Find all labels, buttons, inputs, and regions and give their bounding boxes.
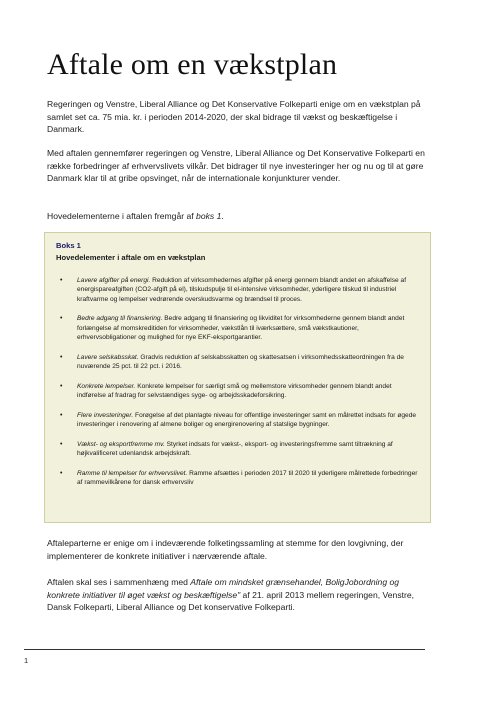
paragraph-text: af 21. april 2013 mellem regeringen, Venstre, Dansk Folkeparti, Liberal Alliance og Det konservative Folkeparti. (47, 589, 415, 613)
paragraph-text: . (221, 211, 224, 221)
list-item (56, 276, 418, 304)
box-reference: boks 1 (196, 211, 222, 221)
bullet-icon: • (60, 277, 63, 284)
item-lead: Ramme til lempelser for erhvervslivet. (77, 469, 188, 477)
item-lead: Lavere afgifter på energi. (77, 277, 151, 284)
info-box (44, 232, 431, 523)
footer-divider (24, 649, 425, 650)
item-text: Bedre adgang til finansiering og likviditet for virksomhederne gennem blandt andet forlængelse af momskreditiden for virksomheder, vækstlån til iværksættere, små vækstkautioner, erhvervsobligationer og mulighed for nye EKF-eksportgarantier. (77, 315, 405, 342)
bullet-icon: • (60, 315, 63, 323)
bullet-icon: • (60, 411, 63, 419)
item-text: Reduktion af virksomhedernes afgifter på energi gennem blandt andet en afskaffelse af energispareafgiften (CO2-afgift på el), tilskudspulje til el-intensive virksomheder, yderligere tilskud til industriel kraftvarme og lempelser vedrørende overskudsvarme og brændsel til proces. (77, 277, 407, 303)
list-item (56, 382, 418, 401)
box-heading: Hovedelementer i aftale om en vækstplan (56, 253, 206, 262)
item-text: Gradvis reduktion af selskabsskatten og skattesatsen i virksomhedsskatteordningen fra de nuværende 25 pct. til 22 pct. i 2016. (77, 353, 404, 371)
item-lead: Konkrete lempelser. (77, 382, 136, 390)
list-item (56, 353, 418, 372)
item-lead: Flere investeringer. (77, 411, 134, 419)
box-list (56, 276, 418, 488)
item-text: Styrket indsats for vækst-, eksport- og investeringsfremme samt tiltrækning af højkvalificeret udenlandsk arbejdskraft. (77, 440, 393, 458)
page-title: Aftale om en vækstplan (47, 48, 338, 81)
closing-paragraph-2 (47, 576, 427, 614)
bullet-icon: • (60, 353, 63, 361)
item-lead: Vækst- og eksportfremme mv. (77, 440, 165, 448)
item-text: Forøgelse af det planlagte niveau for offentlige investeringer samt en målrettet indsats for øgede investeringer i renovering af almene boliger og energirenovering af statslige bygninger. (77, 411, 417, 429)
intro-paragraph-3 (47, 210, 427, 223)
intro-paragraph-1: Regeringen og Venstre, Liberal Alliance og Det Konservative Folkeparti enige om en vækstplan på samlet set ca. 75 mia. kr. i perioden 2014-2020, der skal bidrage til vækst og beskæftigelse i Danmark. (47, 99, 421, 135)
list-item (56, 440, 418, 459)
item-text: Ramme afsættes i perioden 2017 til 2020 til yderligere målrettede forbedringer af rammevilkårene for dansk erhvervsliv (77, 469, 418, 487)
bullet-icon: • (60, 440, 63, 448)
paragraph-text: Aftalen skal ses i sammenhæng med (47, 577, 191, 587)
closing-paragraph-1: Aftaleparterne er enige om i indeværende folketingssamling at stemme for den lovgivning, der implementerer de konkrete initiativer i nærværende aftale. (47, 538, 404, 561)
list-item (56, 411, 418, 430)
list-item (56, 469, 418, 488)
bullet-icon: • (60, 469, 63, 477)
bullet-icon: • (60, 382, 63, 390)
list-item (56, 314, 418, 342)
agreement-reference: Aftale om mindsket grænsehandel, BoligJobordning og konkrete initiativer til øget vækst og beskæftigelse" (47, 577, 400, 600)
item-lead: Bedre adgang til finansiering. (77, 315, 163, 323)
intro-paragraph-2: Med aftalen gennemfører regeringen og Venstre, Liberal Alliance og Det Konservative Folkeparti en række forbedringer af erhvervslivets vilkår. Det bidrager til nye investeringer her og nu og til at gøre Danmark klar til at gribe opsvinget, når de internationale konjunkturer vender. (47, 148, 425, 184)
box-label: Boks 1 (56, 241, 81, 250)
paragraph-text: Hovedelementerne i aftalen fremgår af (47, 211, 197, 221)
item-lead: Lavere selskabsskat. (77, 353, 139, 361)
item-text: Konkrete lempelser for særligt små og mellemstore virksomheder gennem blandt andet indførelse af fradrag for selvstændiges syge- og arbejdsskadeforsikring. (77, 382, 392, 400)
page-number: 1 (24, 656, 29, 665)
